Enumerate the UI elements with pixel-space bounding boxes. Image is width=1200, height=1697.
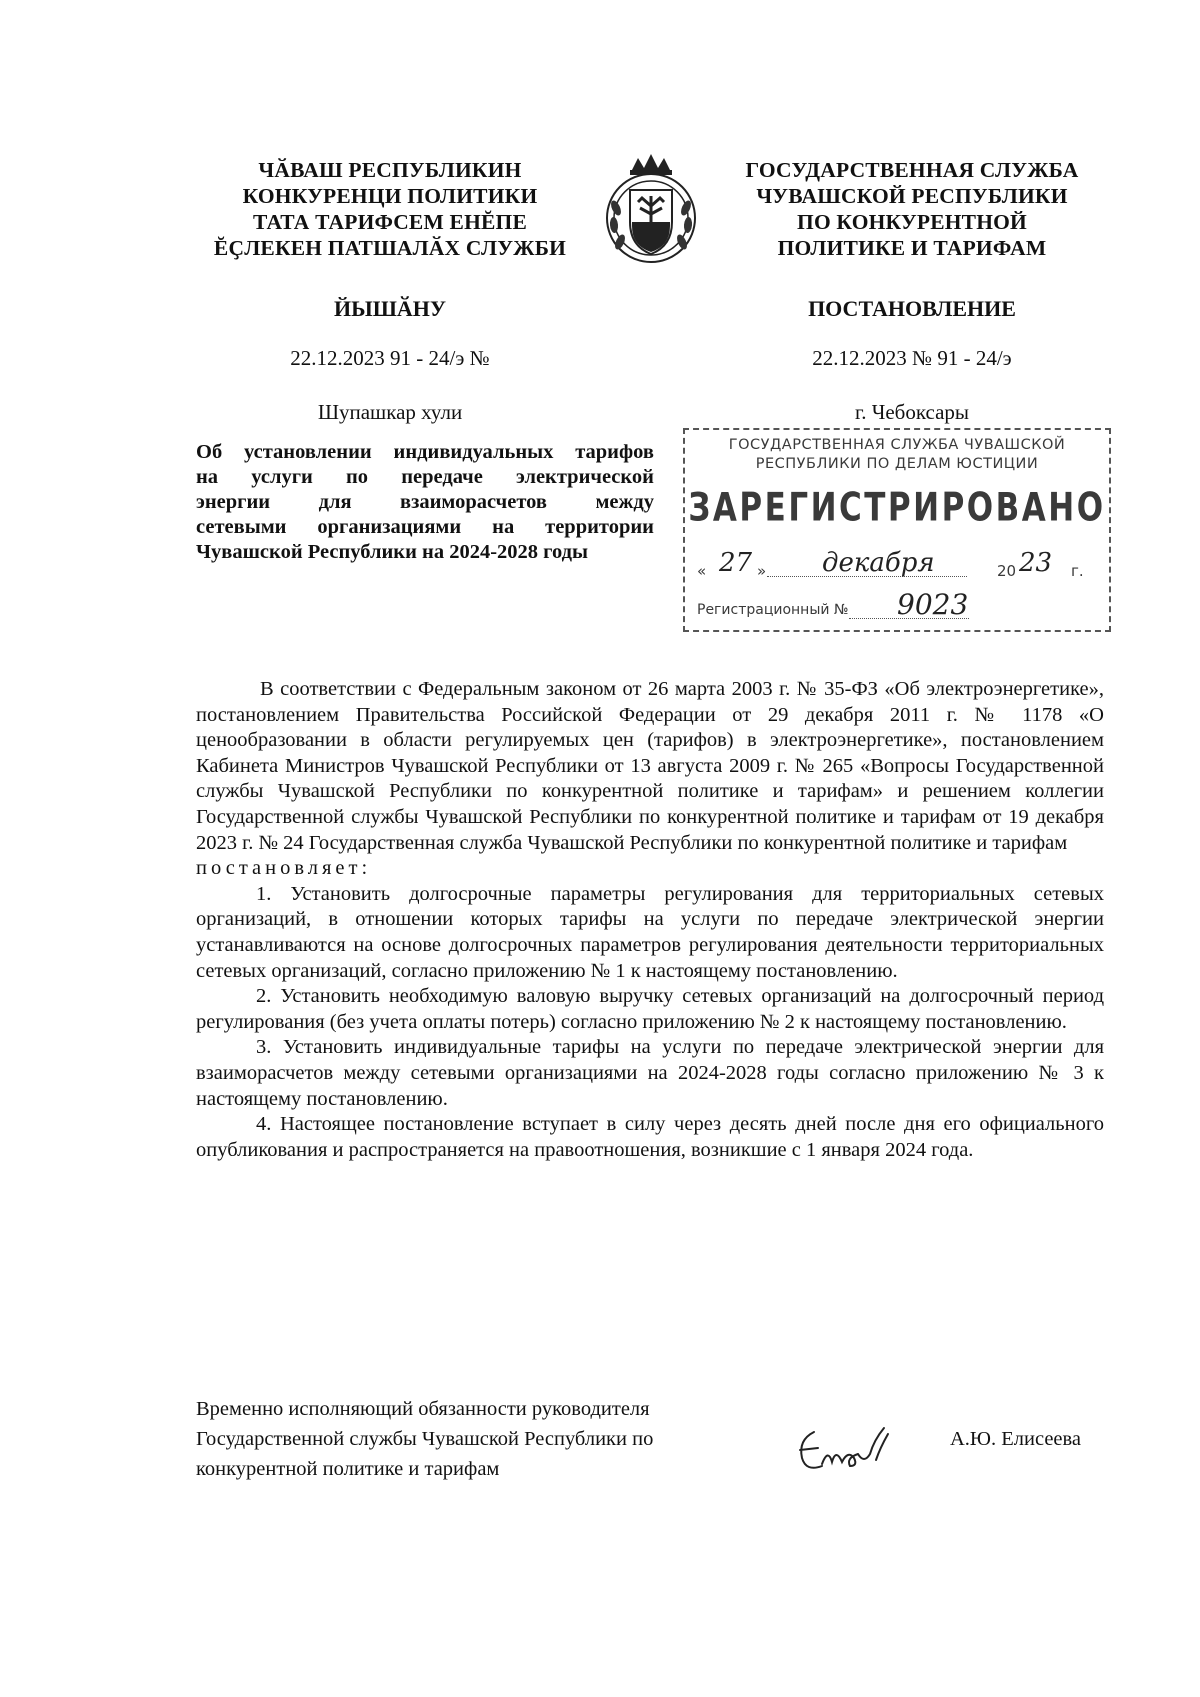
body-item: 3. Установить индивидуальные тарифы на услуги по передаче электрической энергии для взаиморасчетов между сетевыми организациями на 2024-2028 годы согласно приложению № 3 к настоящему постановлению. xyxy=(196,1036,1104,1110)
header-left-line: ĔҪЛЕКЕН ПАТШАЛӐХ СЛУЖБИ xyxy=(213,236,567,260)
title-line: сетевыми организациями на территории xyxy=(196,516,654,538)
stamp-reg-label: Регистрационный № xyxy=(697,602,849,618)
signatory-name: А.Ю. Елисеева xyxy=(950,1428,1082,1450)
stamp-registered: ЗАРЕГИСТРИРОВАНО xyxy=(688,485,1106,531)
signature-position xyxy=(196,1394,756,1484)
stamp-reg-number: 9023 xyxy=(897,588,969,621)
header-right-line: ЧУВАШСКОЙ РЕСПУБЛИКИ xyxy=(756,184,1068,208)
body-decides: постановляет: xyxy=(196,857,372,880)
title-line: Чувашской Республики на 2024-2028 годы xyxy=(196,541,589,563)
stamp-line-2: РЕСПУБЛИКИ ПО ДЕЛАМ ЮСТИЦИИ xyxy=(755,456,1039,472)
title-line: энергии для взаиморасчетов между xyxy=(196,491,654,513)
city-russian: г. Чебоксары xyxy=(854,400,970,424)
body-item: 1. Установить долгосрочные параметры регулирования для территориальных сетевых организаций, в отношении которых тарифы на услуги по передаче электрической энергии устанавливаются на основе долгосрочных параметров регулирования деятельности территориальных сетевых организаций, согласно приложению № 1 к настоящему постановлению. xyxy=(196,882,1104,982)
signature-position-line: Государственной службы Чувашской Республики по xyxy=(196,1428,654,1450)
stamp-year-prefix: 20 xyxy=(997,562,1017,580)
handwritten-signature xyxy=(792,1418,912,1482)
body-item: 4. Настоящее постановление вступает в силу через десять дней после дня его официального опубликования и распространяется на правоотношения, возникшие с 1 января 2024 года. xyxy=(196,1113,1104,1161)
document-title xyxy=(196,440,654,565)
body-item: 2. Установить необходимую валовую выручку сетевых организаций на долгосрочный период регулирования (без учета оплаты потерь) согласно приложению № 2 к настоящему постановлению. xyxy=(196,985,1104,1033)
header-left xyxy=(190,157,590,261)
header-right-line: ПО КОНКУРЕНТНОЙ xyxy=(797,210,1027,234)
chuvash-coat-of-arms-icon xyxy=(602,150,700,270)
body-preamble: В соответствии с Федеральным законом от 26 марта 2003 г. № 35-ФЗ «Об электроэнергетике», постановлением Правительства Российской Федерации от 29 декабря 2011 г. № 1178 «О ценообразовании в области регулируемых цен (тарифов) в электроэнергетике», постановлением Кабинета Министров Чувашской Республики от 13 августа 2009 г. № 265 «Вопросы Государственной службы Чувашской Республики по конкурентной политике и тарифам» и решением коллегии Государственной службы Чувашской Республики по конкурентной политике и тарифам от 19 декабря 2023 г. № 24 Государственная служба Чувашской Республики по конкурентной политике и тарифам xyxy=(196,678,1104,854)
doc-type-chuvash: ЙЫШӐНУ xyxy=(333,296,447,321)
doc-number-chuvash: 22.12.2023 91 - 24/э № xyxy=(290,346,490,370)
stamp-date-row: « 27 » декабря 20 23 г. xyxy=(697,548,1084,580)
title-line: на услуги по передаче электрической xyxy=(196,466,654,488)
header-left-line: ТАТА ТАРИФСЕМ ЕНĔПЕ xyxy=(253,210,527,234)
stamp-day: 27 xyxy=(719,548,753,578)
stamp-year: 23 xyxy=(1019,548,1053,578)
doc-type-russian: ПОСТАНОВЛЕНИЕ xyxy=(808,296,1016,321)
doc-number-russian: 22.12.2023 № 91 - 24/э xyxy=(812,346,1012,370)
city-chuvash: Шупашкар хули xyxy=(317,400,463,424)
stamp-line-1: ГОСУДАРСТВЕННАЯ СЛУЖБА ЧУВАШСКОЙ xyxy=(728,437,1066,453)
header-right xyxy=(712,157,1112,261)
registration-stamp xyxy=(683,428,1111,632)
signature-position-line: Временно исполняющий обязанности руководителя xyxy=(196,1398,650,1420)
header-left-line: КОНКУРЕНЦИ ПОЛИТИКИ xyxy=(242,184,538,208)
title-line: Об установлении индивидуальных тарифов xyxy=(196,441,654,463)
document-body xyxy=(196,677,1104,1163)
header-left-line: ЧӐВАШ РЕСПУБЛИКИН xyxy=(258,158,522,182)
stamp-reg-row xyxy=(697,590,1097,624)
signature-position-line: конкурентной политике и тарифам xyxy=(196,1458,500,1480)
stamp-year-suffix: г. xyxy=(1071,562,1084,580)
stamp-month: декабря xyxy=(822,548,935,578)
header-right-line: ГОСУДАРСТВЕННАЯ СЛУЖБА xyxy=(745,158,1079,182)
header-right-line: ПОЛИТИКЕ И ТАРИФАМ xyxy=(777,236,1047,260)
